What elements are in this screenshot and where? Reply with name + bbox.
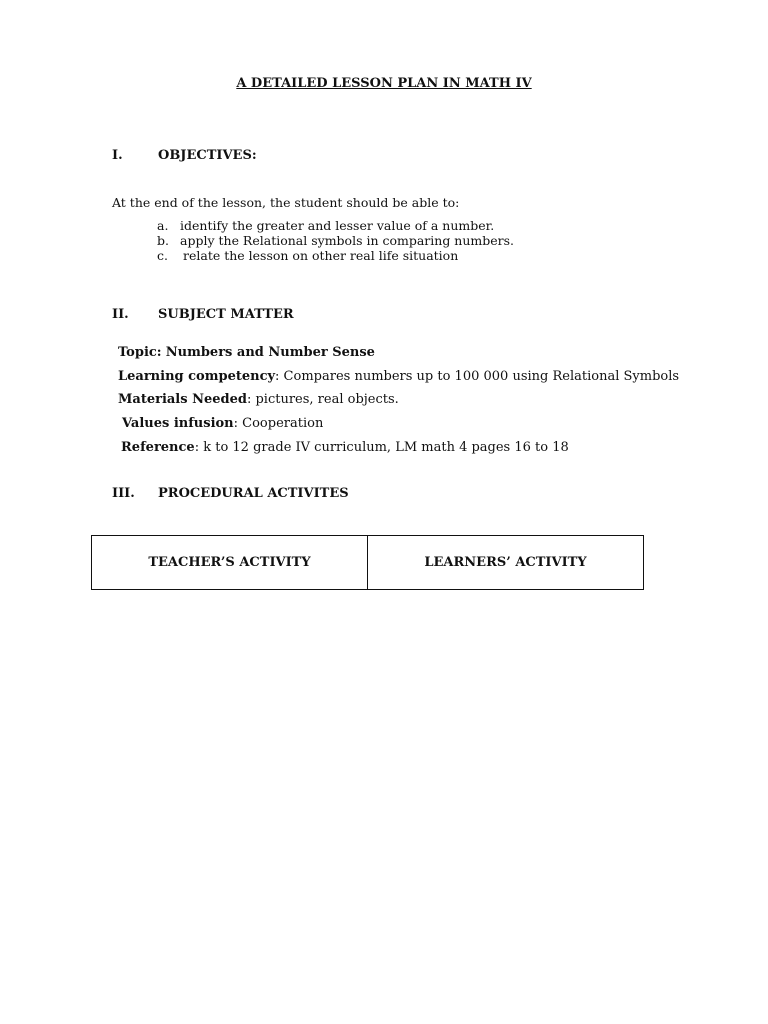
field-values-infusion-value: : Cooperation [233,416,324,431]
field-learning-competency [118,369,679,384]
objective-item-a: identify the greater and lesser value of a number. [180,218,495,233]
field-learning-competency-label: Learning competency [118,369,276,384]
field-materials-needed-label: Materials Needed [118,392,247,407]
learners-activity-header: LEARNERS’ ACTIVITY [368,536,644,590]
objective-letter-a: a. [157,218,169,233]
field-values-infusion-label: Values infusion [122,416,234,431]
subject-matter-numeral: II. [112,307,129,322]
objectives-intro: At the end of the lesson, the student should be able to: [112,195,460,210]
objective-letter-c: c. [157,248,168,263]
field-learning-competency-value: : Compares numbers up to 100 000 using Relational Symbols [275,369,680,384]
procedural-heading: PROCEDURAL ACTIVITES [158,486,349,501]
field-topic-value: Numbers and Number Sense [165,345,375,360]
teachers-activity-header: TEACHER’S ACTIVITY [92,536,368,590]
field-reference-label: Reference [121,440,195,455]
field-reference [121,440,569,455]
field-materials-needed-value: : pictures, real objects. [246,392,399,407]
subject-matter-heading: SUBJECT MATTER [158,307,294,322]
activity-table [91,535,644,590]
objective-item-c: relate the lesson on other real life situation [183,248,459,263]
objective-item-b: apply the Relational symbols in comparing numbers. [180,233,515,248]
field-values-infusion [122,416,323,431]
field-topic [118,345,375,360]
field-topic-label: Topic: [118,345,162,360]
objectives-numeral: I. [112,148,123,163]
field-reference-value: : k to 12 grade IV curriculum, LM math 4 pages 16 to 18 [194,440,569,455]
objective-letter-b: b. [157,233,169,248]
objectives-heading: OBJECTIVES: [158,148,257,163]
activity-table-header-row [92,536,644,590]
procedural-numeral: III. [112,486,135,501]
field-materials-needed [118,392,399,407]
document-title: A DETAILED LESSON PLAN IN MATH IV [236,76,532,91]
